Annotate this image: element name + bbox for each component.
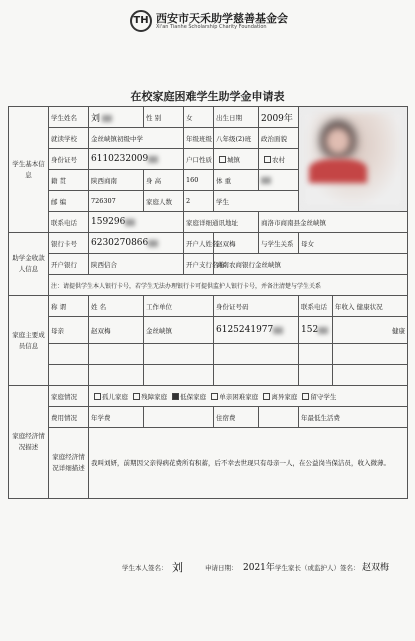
label-holder: 开户人姓名 bbox=[184, 233, 214, 254]
label-tuition: 年学费 bbox=[89, 407, 144, 428]
guardian-sign-label: 学生家长（或监护人）签名： bbox=[275, 564, 360, 572]
label-address: 家庭详细通讯地址 bbox=[184, 212, 259, 233]
option-disabled-checkbox bbox=[133, 393, 140, 400]
apply-date: 2021年 bbox=[243, 563, 275, 573]
label-politics: 政治面貌 bbox=[259, 128, 299, 149]
member-phone: 152 bbox=[301, 325, 319, 335]
student-gender: 女 bbox=[184, 107, 214, 128]
hukou-urban-label: 城镇 bbox=[227, 155, 240, 164]
date-label: 申请日期： bbox=[205, 564, 238, 572]
label-desc: 家庭经济情况详细描述 bbox=[49, 428, 89, 499]
student-school: 金丝峡镇初级中学 bbox=[89, 128, 184, 149]
hukou-urban-checkbox bbox=[219, 156, 226, 163]
members-header-health: 健康状况 bbox=[356, 302, 383, 311]
label-branch: 开户支行名称 bbox=[184, 254, 214, 275]
student-family-count: 2 bbox=[184, 191, 214, 212]
redaction-mark bbox=[148, 156, 158, 163]
members-header-income: 年收入 bbox=[335, 302, 355, 311]
member-health: 健康 bbox=[333, 317, 408, 344]
student-postcode: 726307 bbox=[89, 191, 144, 212]
label-bank: 开户银行 bbox=[49, 254, 89, 275]
label-id: 身份证号 bbox=[49, 149, 89, 170]
guardian-signature: 赵双梅 bbox=[362, 563, 390, 573]
student-signature: 刘 bbox=[172, 561, 183, 574]
condition-options bbox=[89, 386, 408, 407]
label-student-name: 学生姓名 bbox=[49, 107, 89, 128]
label-living: 年最低生活费 bbox=[299, 407, 408, 428]
section-family-members: 家庭主要成员信息 bbox=[9, 296, 49, 386]
label-postcode: 邮 编 bbox=[49, 191, 89, 212]
members-header-name: 姓 名 bbox=[89, 296, 144, 317]
label-birth: 出生日期 bbox=[214, 107, 259, 128]
label-grade: 年级班级 bbox=[184, 128, 214, 149]
table-row bbox=[9, 365, 408, 386]
option-singleparent-label: 单亲困难家庭 bbox=[219, 392, 259, 401]
member-work: 金丝峡镇 bbox=[144, 317, 214, 344]
label-condition: 家庭情况 bbox=[49, 386, 89, 407]
foundation-name-en: Xi'an Tianhe Scholarship Charity Foundation bbox=[156, 24, 267, 30]
section-aid-account: 助学金收款人信息 bbox=[9, 233, 49, 296]
student-id: 6110232009 bbox=[91, 154, 149, 164]
student-name: 刘 bbox=[91, 113, 101, 124]
hukou-rural-checkbox bbox=[264, 156, 271, 163]
section-family-situation: 家庭经济情况描述 bbox=[9, 386, 49, 499]
aid-relation: 母女 bbox=[299, 233, 408, 254]
option-orphan-label: 孤儿家庭 bbox=[102, 392, 128, 401]
application-form bbox=[8, 106, 408, 499]
redaction-mark bbox=[318, 327, 328, 334]
table-row bbox=[9, 317, 408, 344]
student-phone: 159296 bbox=[91, 217, 126, 227]
foundation-name: 西安市天禾助学慈善基金会 bbox=[156, 12, 288, 25]
members-header-work: 工作单位 bbox=[144, 296, 214, 317]
redaction-mark bbox=[125, 219, 135, 226]
situation-description: 我叫刘妍，前期因父亲得病花费所有积蓄，后不幸去世现只有母亲一人，在公益岗当保洁员，收入微薄。 bbox=[89, 428, 408, 499]
label-expense: 费用情况 bbox=[49, 407, 89, 428]
members-header-phone: 联系电话 bbox=[299, 296, 333, 317]
redaction-mark bbox=[148, 240, 158, 247]
redaction-mark bbox=[273, 327, 283, 334]
label-hukou: 户口性质 bbox=[184, 149, 214, 170]
foundation-emblem-icon: TH bbox=[130, 10, 152, 32]
label-board: 住宿费 bbox=[214, 407, 259, 428]
student-politics: 学生 bbox=[214, 191, 299, 212]
redaction-mark bbox=[102, 115, 112, 122]
label-height: 身 高 bbox=[144, 170, 184, 191]
option-orphan-checkbox bbox=[94, 393, 101, 400]
hukou-rural-label: 农村 bbox=[272, 155, 285, 164]
foundation-logo bbox=[130, 10, 290, 36]
members-header-id: 身份证号码 bbox=[214, 296, 299, 317]
student-address: 商洛市商南县金丝峡镇 bbox=[259, 212, 408, 233]
label-phone: 联系电话 bbox=[49, 212, 89, 233]
option-divorced-checkbox bbox=[263, 393, 270, 400]
option-lowincome-label: 低保家庭 bbox=[180, 392, 207, 401]
option-singleparent-checkbox bbox=[211, 393, 218, 400]
form-title: 在校家庭困难学生助学金申请表 bbox=[130, 90, 285, 103]
members-header-title: 称 谓 bbox=[49, 296, 89, 317]
label-relation: 与学生关系 bbox=[259, 233, 299, 254]
redaction-mark bbox=[261, 177, 271, 184]
label-gender: 性 别 bbox=[144, 107, 184, 128]
member-name: 赵双梅 bbox=[89, 317, 144, 344]
student-sign-label: 学生本人签名： bbox=[122, 564, 168, 572]
option-leftbehind-checkbox bbox=[302, 393, 309, 400]
table-row bbox=[9, 344, 408, 365]
member-id: 6125241977 bbox=[216, 325, 274, 335]
label-weight: 体 重 bbox=[214, 170, 259, 191]
option-disabled-label: 残障家庭 bbox=[141, 392, 168, 401]
student-grade: 八年级(2)班 bbox=[214, 128, 259, 149]
student-height: 160 bbox=[184, 170, 214, 191]
member-title: 母亲 bbox=[49, 317, 89, 344]
student-native: 陕西商南 bbox=[89, 170, 144, 191]
student-birth: 2009年 bbox=[261, 113, 293, 124]
aid-card: 6230270866 bbox=[91, 238, 149, 248]
aid-bank: 陕西信合 bbox=[89, 254, 184, 275]
option-lowincome-checkbox bbox=[172, 393, 179, 400]
section-student-basic: 学生基本信息 bbox=[9, 107, 49, 233]
aid-note: 注：请提供学生本人银行卡号，若学生无法办理银行卡可提供监护人银行卡号，并备注清楚与学生关系 bbox=[49, 275, 408, 296]
option-leftbehind-label: 留守学生 bbox=[310, 392, 337, 401]
option-divorced-label: 离异家庭 bbox=[271, 392, 298, 401]
aid-branch: 商南农商银行金丝峡镇 bbox=[214, 254, 408, 275]
label-native: 籍 贯 bbox=[49, 170, 89, 191]
aid-holder: 赵双梅 bbox=[214, 233, 259, 254]
label-family-count: 家庭人数 bbox=[144, 191, 184, 212]
label-card: 银行卡号 bbox=[49, 233, 89, 254]
student-photo bbox=[299, 107, 408, 212]
label-school: 就读学校 bbox=[49, 128, 89, 149]
